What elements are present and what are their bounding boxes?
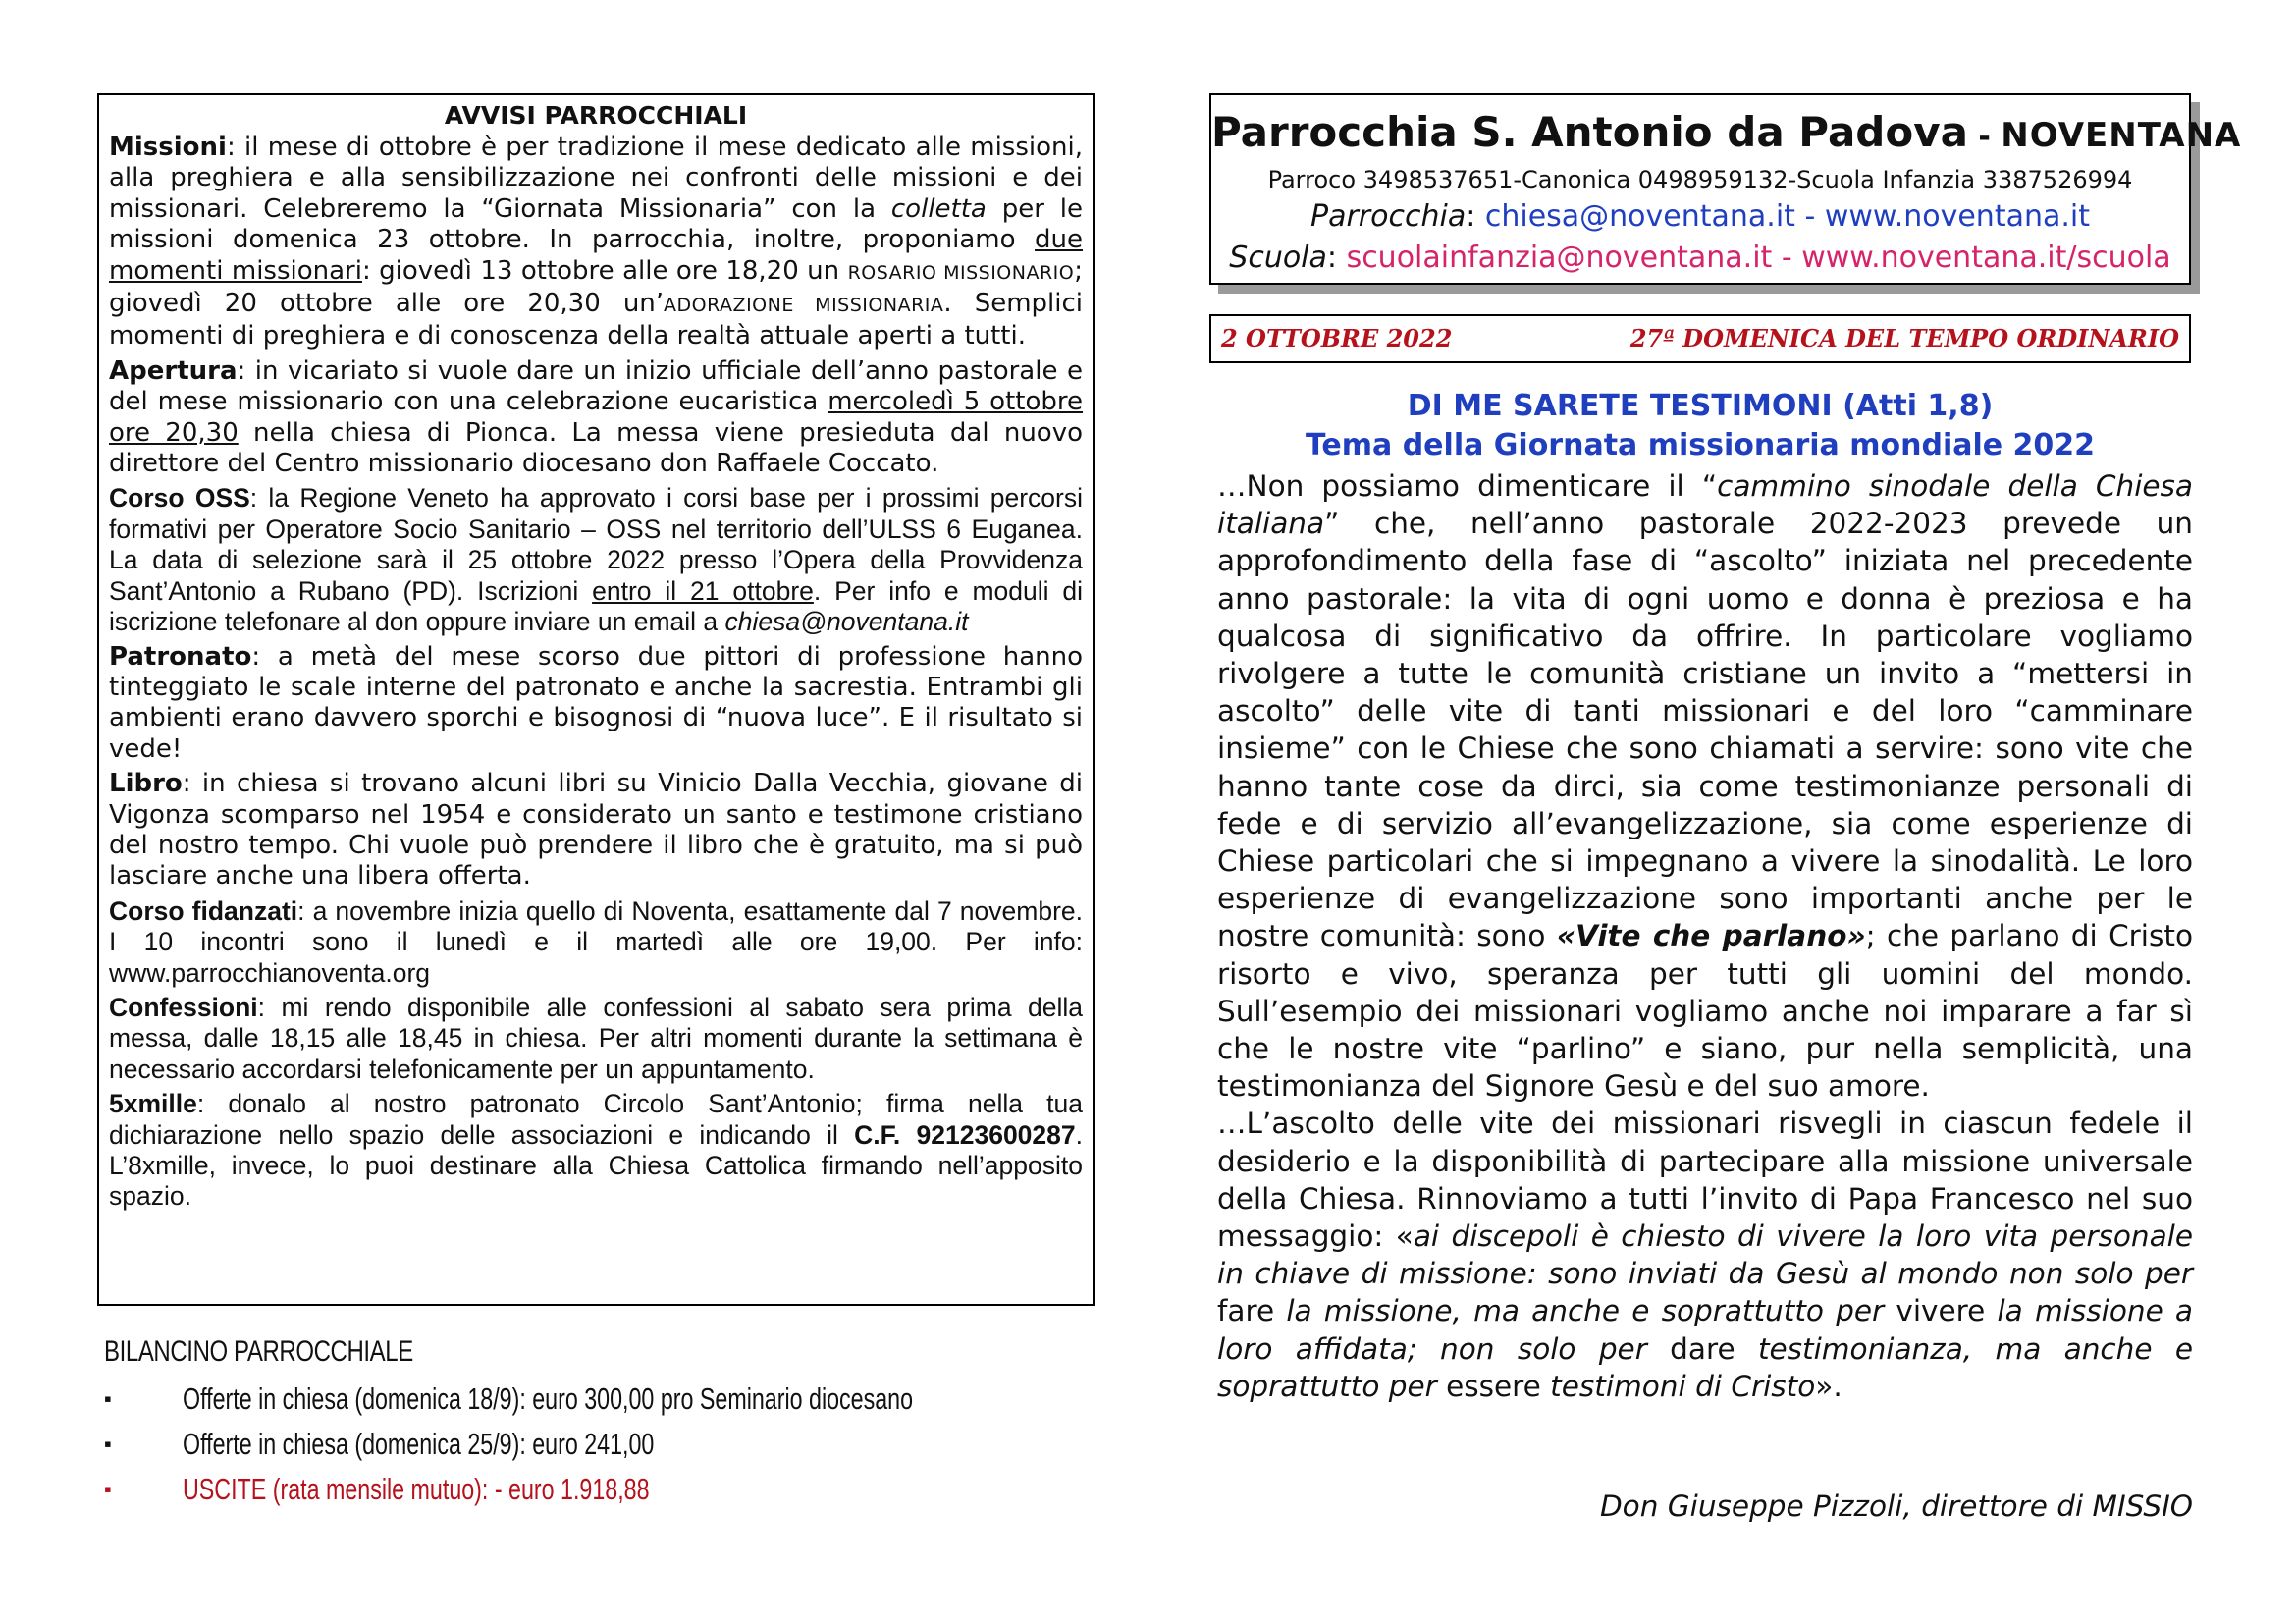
article-italic: testimoni di Cristo: [1550, 1369, 1816, 1403]
avviso-oss-head: Corso OSS: [109, 483, 250, 514]
article-body: [1217, 467, 2193, 1405]
article-text: vivere: [1884, 1294, 1998, 1328]
scuola-links[interactable]: scuolainfanzia@noventana.it - www.noventana.it/scuola: [1346, 241, 2171, 275]
avviso-text: . Semplici momenti di preghiera e di conoscenza della realtà attuale aperti a tutti.: [109, 289, 1083, 352]
bilancio-item-text: Offerte in chiesa (domenica 18/9): euro 300,00 pro Seminario diocesano: [183, 1381, 914, 1416]
avviso-patronato-head: Patronato: [109, 641, 252, 672]
avviso-5xmille-head: 5xmille: [109, 1089, 197, 1119]
avviso-apertura-head: Apertura: [109, 355, 238, 386]
avviso-text: . L’8xmille, invece, lo puoi destinare alla Chiesa Cattolica firmando nell’apposito spazio.: [109, 1119, 1084, 1212]
article-paragraph: [1217, 467, 2193, 1105]
avviso-text: per le missioni domenica 23 ottobre. In parrocchia, inoltre, proponiamo: [109, 193, 1083, 255]
avviso-text: : il mese di ottobre è per tradizione il mese dedicato alle missioni, alla preghiera e alla sensibilizzazione nei confronti delle missioni e dei missionari. Celebreremo la “Giornata Missionaria” con la: [109, 133, 1083, 224]
bilancio-item-uscite: [104, 1467, 1095, 1512]
article-text: …L’ascolto delle vite dei missionari risvegli in ciascun fedele il desiderio e la disponibilità di partecipare alla missione universale della Chiesa. Rinnoviamo a tutti l’invito di Papa Francesco nel suo messaggio: «: [1217, 1107, 2193, 1254]
article-text: …Non possiamo dimenticare il “: [1217, 469, 1718, 503]
parrocchia-line: Parrocchia: chiesa@noventana.it - www.noventana.it: [1309, 199, 2091, 234]
bullet-icon: ▪: [104, 1386, 112, 1411]
avviso-confessioni-head: Confessioni: [109, 992, 258, 1022]
avviso-libro: [109, 769, 1083, 893]
avviso-5xmille: [109, 1089, 1083, 1213]
avviso-patronato: [109, 642, 1083, 766]
avviso-fidanzati-head: Corso fidanzati: [109, 895, 298, 926]
article-title-main: DI ME SARETE TESTIMONI (Atti 1,8): [1407, 389, 1994, 423]
article-italic: ai discepoli è chiesto di vivere la loro vita personale in chiave di missione: sono inviati da Gesù al mondo non solo per: [1217, 1219, 2194, 1291]
parish-header: [1209, 93, 2242, 285]
avviso-text: : giovedì 13 ottobre alle ore 18,20 un: [361, 255, 848, 286]
avvisi-title: AVVISI PARROCCHIALI: [444, 101, 748, 130]
article-text: fare: [1217, 1294, 1287, 1328]
avviso-apertura: [109, 356, 1083, 480]
article-text: ” che, nell’anno pastorale 2022-2023 prevede un approfondimento della fase di “ascolto” iniziata nel precedente anno pastorale: la vita di ogni uomo e donna è preziosa e ha qualcosa di significativo da offrire. In particolare vogliamo rivolgere a tutte le comunità cristiane un invito a “mettersi in ascolto” delle vite di tanti missionari e del loro “camminare insieme” con le Chiese che sono chiamati a servire: sono vite che hanno tante cose da dirci, sia come testimonianze personali di fede e di servizio all’evangelizzazione, sia come esperienze di Chiese particolari che si impegnano a vivere la sinodalità. Le loro esperienze di evangelizzazione sono importanti anche per le nostre comunità: sono: [1217, 507, 2193, 953]
avviso-text: : la Regione Veneto ha approvato i corsi base per i prossimi percorsi formativi per Operatore Socio Sanitario – OSS nel territorio dell’ULSS 6 Euganea. La data di selezione sarà il 25 ottobre 2022 presso l’Opera della Provvidenza Sant’Antonio a Rubano (PD). Iscrizioni: [109, 483, 1083, 606]
avviso-text: : in vicariato si vuole dare un inizio ufficiale dell’anno pastorale e del mese missionario con una celebrazione eucaristica: [109, 355, 1083, 417]
bullet-icon: ▪: [104, 1477, 112, 1501]
avviso-underlined: mercoledì 5 ottobre ore 20,30: [109, 387, 1084, 448]
scuola-line: Scuola: scuolainfanzia@noventana.it - www.noventana.it/scuola: [1229, 241, 2171, 275]
avviso-email: chiesa@noventana.it: [724, 607, 969, 637]
article-signature: Don Giuseppe Pizzoli, direttore di MISSIO: [1599, 1489, 2193, 1523]
article-italic: la missione, ma anche e soprattutto per: [1286, 1294, 1885, 1328]
avviso-cf: C.F. 92123600287: [854, 1119, 1076, 1150]
avviso-text: ; giovedì 20 ottobre alle ore 20,30 un’: [109, 255, 1083, 319]
avviso-text: colletta: [890, 193, 987, 224]
date-band: [1209, 314, 2191, 363]
liturgical-sunday: 27ª DOMENICA DEL TEMPO ORDINARIO: [1629, 324, 2179, 352]
avviso-text: : a metà del mese scorso due pittori di professione hanno tinteggiato le scale interne del patronato e anche la sacrestia. Entrambi gli ambienti erano davvero sporchi e bisognosi di “nuova luce”. E il risultato si vede!: [109, 641, 1083, 764]
avviso-smallcaps: ADORAZIONE MISSIONARIA: [664, 295, 944, 317]
avviso-text: : in chiesa si trovano alcuni libri su Vinicio Dalla Vecchia, giovane di Vigonza scomparso nel 1954 e considerato un santo e testimone cristiano del nostro tempo. Chi vuole può prendere il libro che è gratuito, ma si può lasciare anche una libera offerta.: [109, 769, 1083, 892]
avviso-text: : mi rendo disponibile alle confessioni al sabato sera prima della messa, dalle 18,15 alle 18,45 in chiesa. Per altri momenti durante la settimana è necessario accordarsi telefonicamente per un appuntamento.: [109, 992, 1083, 1084]
avviso-text: : a novembre inizia quello di Noventa, esattamente dal 7 novembre. I 10 incontri sono il lunedì e il martedì alle ore 19,00. Per info: www.parrocchianoventa.org: [109, 895, 1083, 988]
article-italic: la missione a loro affidata; non solo per: [1217, 1294, 2193, 1366]
scuola-label: Scuola: [1229, 241, 1327, 275]
bilancio-item-text: Offerte in chiesa (domenica 25/9): euro 241,00: [183, 1427, 655, 1461]
bilancio-section: [104, 1335, 1095, 1512]
issue-date: 2 OTTOBRE 2022: [1221, 324, 1453, 352]
parrocchia-label: Parrocchia: [1309, 199, 1467, 234]
article-text: ».: [1815, 1369, 1842, 1403]
parrocchia-links[interactable]: chiesa@noventana.it - www.noventana.it: [1484, 199, 2091, 234]
bilancio-list: [104, 1377, 1095, 1512]
avviso-oss: [109, 483, 1083, 637]
avviso-libro-head: Libro: [109, 769, 183, 799]
article-italic: cammino sinodale della Chiesa italiana: [1217, 469, 2194, 541]
bilancio-item: [104, 1422, 1095, 1467]
parish-place: NOVENTANA: [2001, 116, 2242, 155]
avviso-fidanzati: [109, 896, 1083, 989]
article-text: ; che parlano di Cristo risorto e vivo, speranza per tutti gli uomini del mondo. Sull’esempio dei missionari vogliamo anche noi imparare a far sì che le nostre vite “parlino” e siano, pur nella semplicità, una testimonianza del Signore Gesù e del suo amore.: [1217, 919, 2193, 1104]
avviso-text: : donalo al nostro patronato Circolo Sant’Antonio; firma nella tua dichiarazione nello spazio delle associazioni e indicando il: [109, 1089, 1083, 1150]
avviso-text: nella chiesa di Pionca. La messa viene presieduta dal nuovo direttore del Centro missionario diocesano don Raffaele Coccato.: [109, 417, 1084, 479]
article-text: dare: [1646, 1331, 1758, 1366]
avviso-text: . Per info e moduli di iscrizione telefonare al don oppure inviare un email a: [109, 575, 1083, 637]
avvisi-box: [97, 93, 1095, 1306]
bilancio-item-text: USCITE (rata mensile mutuo): - euro 1.918,88: [183, 1472, 650, 1506]
avviso-missioni-head: Missioni: [109, 133, 227, 162]
bullet-icon: ▪: [104, 1432, 112, 1456]
article-title-sub: Tema della Giornata missionaria mondiale 2022: [1305, 428, 2096, 462]
avviso-underlined: entro il 21 ottobre: [592, 575, 814, 606]
avviso-missioni: [109, 133, 1083, 352]
article-title: [1209, 387, 2191, 465]
article-text: essere: [1436, 1369, 1551, 1403]
article-italic: testimonianza, ma anche e soprattutto per: [1217, 1331, 2193, 1403]
article-bold-italic: «Vite che parlano»: [1556, 919, 1866, 953]
phone-contacts: Parroco 3498537651-Canonica 0498959132-Scuola Infanzia 3387526994: [1267, 166, 2133, 193]
avviso-smallcaps: ROSARIO MISSIONARIO: [847, 261, 1075, 284]
article-paragraph: [1217, 1105, 2193, 1405]
avviso-underlined: due momenti missionari: [109, 225, 1083, 286]
title-separator: -: [1967, 120, 2002, 154]
bilancio-item: [104, 1377, 1095, 1422]
avviso-confessioni: [109, 993, 1083, 1085]
bilancio-title: BILANCINO PARROCCHIALE: [104, 1335, 413, 1368]
parish-name: Parrocchia S. Antonio da Padova: [1211, 108, 1968, 156]
parish-title: [1211, 107, 2242, 163]
